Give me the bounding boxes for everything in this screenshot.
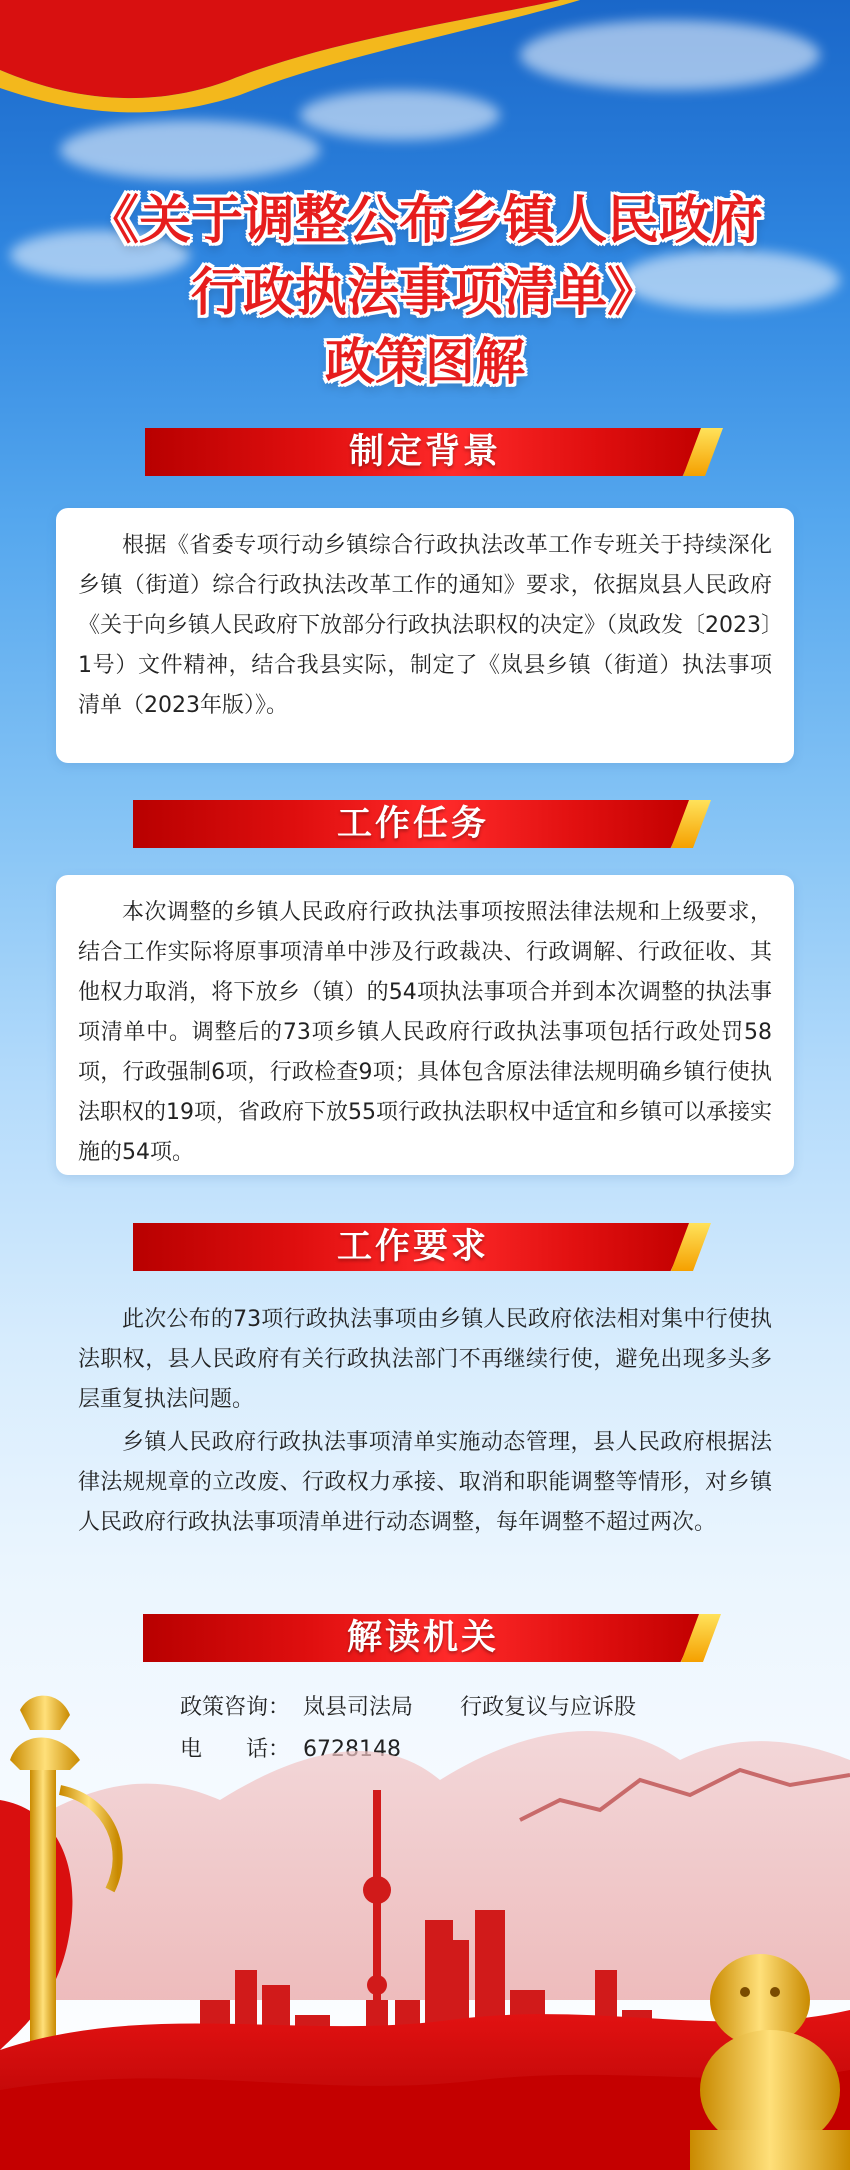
section-heading: 解读机关 <box>346 1618 499 1658</box>
requirements-paragraph-1: 此次公布的73项行政执法事项由乡镇人民政府依法相对集中行使执法职权，县人民政府有关行政执法部门不再继续行使，避免出现多头多层重复执法问题。 <box>78 1307 772 1412</box>
section-banner-background <box>145 428 705 476</box>
section-heading: 工作要求 <box>336 1227 489 1267</box>
background-card <box>56 508 794 763</box>
tasks-card <box>56 875 794 1175</box>
phone-label: 电 话： <box>180 1737 291 1762</box>
red-ribbon-decoration <box>0 0 600 130</box>
page-title-line3: 政策图解 <box>325 333 525 391</box>
consult-department: 行政复议与应诉股 <box>460 1695 637 1720</box>
city-skyline-illustration <box>0 1670 850 2170</box>
tasks-paragraph: 本次调整的乡镇人民政府行政执法事项按照法律法规和上级要求，结合工作实际将原事项清单中涉及行政裁决、行政调解、行政征收、其他权力取消，将下放乡（镇）的54项执法事项合并到本次调整的执法事项清单中。调整后的73项乡镇人民政府行政执法事项包括行政处罚58项，行政强制6项，行政检查9项；具体包含原法律法规明确乡镇行使执法职权的19项，省政府下放55项行政执法职权中适宜和乡镇可以承接实施的54项。 <box>78 900 772 1165</box>
page-title-line1: 《关于调整公布乡镇人民政府 <box>86 191 763 251</box>
phone-value: 6728148 <box>303 1737 401 1762</box>
section-heading: 工作任务 <box>336 804 489 844</box>
background-paragraph: 根据《省委专项行动乡镇综合行政执法改革工作专班关于持续深化乡镇（街道）综合行政执法改革工作的通知》要求，依据岚县人民政府《关于向乡镇人民政府下放部分行政执法职权的决定》（岚政发〔2023〕1号）文件精神，结合我县实际，制定了《岚县乡镇（街道）执法事项清单（2023年版）》。 <box>78 533 772 718</box>
consult-org: 岚县司法局 <box>303 1695 414 1720</box>
section-banner-tasks <box>133 800 693 848</box>
page-title-line2: 行政执法事项清单》 <box>190 263 659 323</box>
consult-label: 政策咨询： <box>180 1695 291 1720</box>
requirements-paragraph-2: 乡镇人民政府行政执法事项清单实施动态管理，县人民政府根据法律法规规章的立改废、行政权力承接、取消和职能调整等情形，对乡镇人民政府行政执法事项清单进行动态调整，每年调整不超过两次。 <box>78 1430 772 1535</box>
section-banner-requirements <box>133 1223 693 1271</box>
section-heading: 制定背景 <box>348 432 501 472</box>
section-banner-agency <box>143 1614 703 1662</box>
